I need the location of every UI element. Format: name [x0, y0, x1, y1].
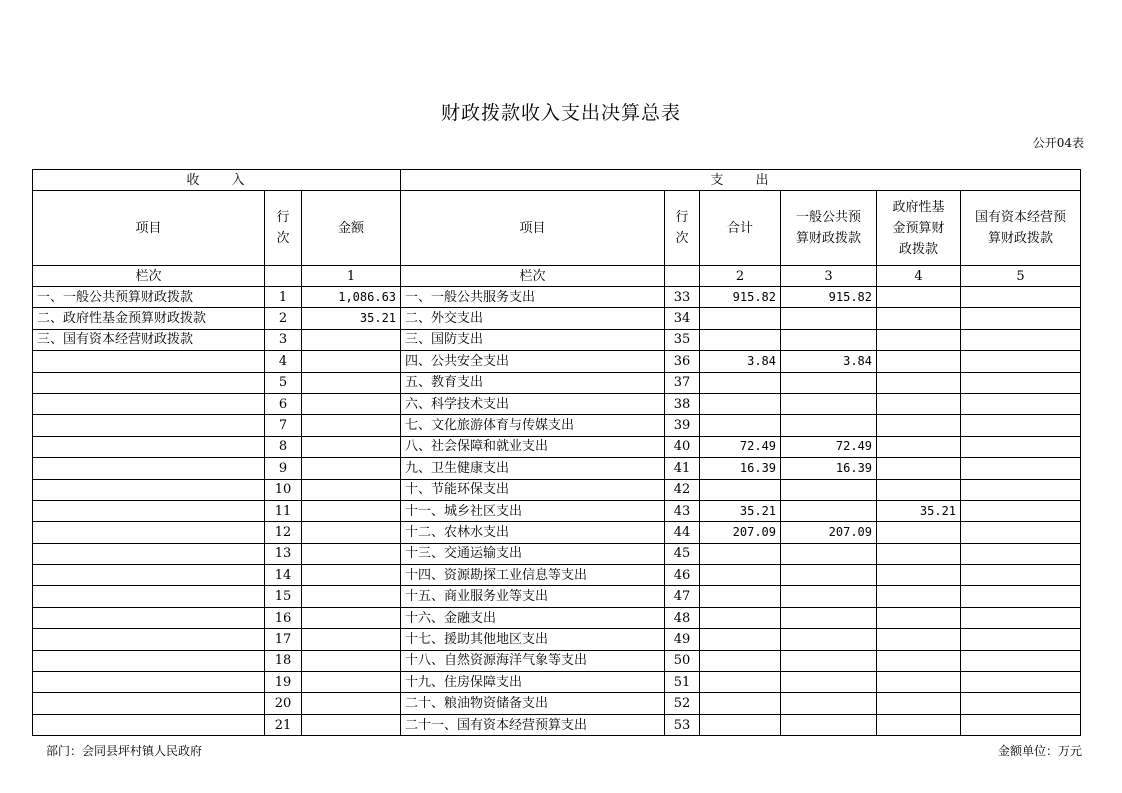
expense-item-cell: 十九、住房保障支出: [401, 672, 665, 693]
state-capital-cell: [961, 565, 1081, 586]
income-amount-cell: [302, 500, 401, 521]
general-budget-cell: [781, 565, 877, 586]
table-row: [33, 607, 1081, 628]
expense-item-cell: 十二、农林水支出: [401, 522, 665, 543]
state-capital-cell: [961, 586, 1081, 607]
expense-item-cell: 四、公共安全支出: [401, 351, 665, 372]
expense-row-no-cell: 36: [665, 351, 700, 372]
expense-row-no-cell: 39: [665, 415, 700, 436]
income-item-cell: [33, 650, 265, 671]
income-row-no-cell: 12: [265, 522, 302, 543]
table-row: [33, 629, 1081, 650]
income-row-no-cell: 1: [265, 287, 302, 308]
income-row-no-cell: 11: [265, 500, 302, 521]
income-amount-cell: [302, 650, 401, 671]
general-budget-cell: [781, 393, 877, 414]
lanci-empty: [665, 266, 700, 287]
total-cell: [700, 415, 781, 436]
income-amount-cell: [302, 458, 401, 479]
fund-budget-cell: [877, 415, 961, 436]
income-amount-cell: [302, 436, 401, 457]
table-row: [33, 479, 1081, 500]
expense-row-no-cell: 44: [665, 522, 700, 543]
income-amount-cell: [302, 543, 401, 564]
income-item-cell: 三、国有资本经营财政拨款: [33, 329, 265, 350]
income-item-cell: [33, 479, 265, 500]
income-amount-cell: 1,086.63: [302, 287, 401, 308]
income-item-cell: [33, 629, 265, 650]
income-amount-cell: [302, 565, 401, 586]
income-row-no-cell: 21: [265, 714, 302, 735]
fund-budget-cell: [877, 565, 961, 586]
expense-row-no-cell: 45: [665, 543, 700, 564]
table-row: [33, 415, 1081, 436]
general-budget-cell: [781, 650, 877, 671]
expense-item-cell: 十五、商业服务业等支出: [401, 586, 665, 607]
total-cell: 35.21: [700, 500, 781, 521]
expense-row-no-cell: 49: [665, 629, 700, 650]
expense-item-cell: 一、一般公共服务支出: [401, 287, 665, 308]
total-cell: [700, 543, 781, 564]
state-capital-cell: [961, 436, 1081, 457]
income-item-cell: [33, 458, 265, 479]
state-capital-cell: [961, 714, 1081, 735]
income-amount-cell: [302, 415, 401, 436]
expense-item-cell: 六、科学技术支出: [401, 393, 665, 414]
fund-budget-cell: [877, 393, 961, 414]
table-row: [33, 522, 1081, 543]
state-capital-cell: [961, 650, 1081, 671]
total-cell: 16.39: [700, 458, 781, 479]
fund-budget-cell: [877, 436, 961, 457]
income-row-no-header: 行次: [265, 191, 302, 266]
fund-budget-cell: [877, 308, 961, 329]
unit-label: 金额单位：万元: [997, 744, 1082, 758]
lanci-col-1: 1: [302, 266, 401, 287]
income-item-cell: [33, 543, 265, 564]
total-cell: [700, 672, 781, 693]
table-row: [33, 436, 1081, 457]
income-amount-cell: [302, 479, 401, 500]
expense-item-cell: 十三、交通运输支出: [401, 543, 665, 564]
income-item-cell: [33, 714, 265, 735]
expense-row-no-cell: 42: [665, 479, 700, 500]
state-capital-cell: [961, 458, 1081, 479]
lanci-col-4: 4: [877, 266, 961, 287]
expense-item-cell: 十七、援助其他地区支出: [401, 629, 665, 650]
income-item-header: 项目: [33, 191, 265, 266]
lanci-label: 栏次: [401, 266, 665, 287]
income-amount-cell: [302, 629, 401, 650]
table-row: [33, 543, 1081, 564]
total-cell: [700, 565, 781, 586]
total-cell: [700, 629, 781, 650]
income-row-no-cell: 7: [265, 415, 302, 436]
income-item-cell: [33, 372, 265, 393]
income-row-no-cell: 18: [265, 650, 302, 671]
general-budget-cell: [781, 308, 877, 329]
income-amount-header: 金额: [302, 191, 401, 266]
state-capital-cell: [961, 543, 1081, 564]
expense-row-no-cell: 51: [665, 672, 700, 693]
income-item-cell: [33, 436, 265, 457]
expense-item-cell: 十一、城乡社区支出: [401, 500, 665, 521]
fund-budget-cell: [877, 714, 961, 735]
table-row: [33, 693, 1081, 714]
income-row-no-cell: 15: [265, 586, 302, 607]
fund-budget-cell: [877, 479, 961, 500]
state-capital-cell: [961, 372, 1081, 393]
expense-item-cell: 十四、资源勘探工业信息等支出: [401, 565, 665, 586]
table-row: [33, 372, 1081, 393]
table-row: [33, 650, 1081, 671]
general-budget-cell: [781, 479, 877, 500]
department-label: 部门：会同县坪村镇人民政府: [46, 744, 203, 758]
state-capital-cell: [961, 308, 1081, 329]
expense-item-cell: 九、卫生健康支出: [401, 458, 665, 479]
income-row-no-cell: 19: [265, 672, 302, 693]
expense-item-cell: 八、社会保障和就业支出: [401, 436, 665, 457]
income-section-header: 收 入: [33, 170, 401, 191]
state-capital-cell: [961, 393, 1081, 414]
expense-row-no-cell: 46: [665, 565, 700, 586]
expense-item-header: 项目: [401, 191, 665, 266]
table-row: [33, 393, 1081, 414]
state-capital-cell: [961, 629, 1081, 650]
income-item-cell: [33, 672, 265, 693]
expense-row-no-cell: 53: [665, 714, 700, 735]
fiscal-summary-table: [32, 169, 1081, 736]
expense-item-cell: 十、节能环保支出: [401, 479, 665, 500]
table-row: [33, 308, 1081, 329]
total-cell: 207.09: [700, 522, 781, 543]
general-budget-cell: [781, 500, 877, 521]
table-row: [33, 565, 1081, 586]
fund-budget-header: 政府性基金预算财政拨款: [877, 191, 961, 266]
income-amount-cell: [302, 329, 401, 350]
income-item-cell: [33, 415, 265, 436]
income-row-no-cell: 3: [265, 329, 302, 350]
state-capital-cell: [961, 351, 1081, 372]
expense-row-no-cell: 38: [665, 393, 700, 414]
state-capital-cell: [961, 522, 1081, 543]
expense-row-no-header: 行次: [665, 191, 700, 266]
expense-row-no-cell: 40: [665, 436, 700, 457]
income-item-cell: [33, 607, 265, 628]
general-budget-cell: [781, 372, 877, 393]
expense-row-no-cell: 37: [665, 372, 700, 393]
table-row: [33, 287, 1081, 308]
fund-budget-cell: [877, 372, 961, 393]
expense-item-cell: 七、文化旅游体育与传媒支出: [401, 415, 665, 436]
general-budget-cell: 915.82: [781, 287, 877, 308]
total-header: 合计: [700, 191, 781, 266]
general-budget-cell: [781, 693, 877, 714]
income-item-cell: [33, 586, 265, 607]
income-amount-cell: [302, 351, 401, 372]
income-item-cell: [33, 500, 265, 521]
income-amount-cell: [302, 393, 401, 414]
income-item-cell: [33, 393, 265, 414]
expense-item-cell: 二、外交支出: [401, 308, 665, 329]
income-amount-cell: [302, 607, 401, 628]
general-budget-cell: [781, 415, 877, 436]
income-row-no-cell: 2: [265, 308, 302, 329]
expense-item-cell: 十八、自然资源海洋气象等支出: [401, 650, 665, 671]
general-budget-cell: 72.49: [781, 436, 877, 457]
total-cell: [700, 650, 781, 671]
state-capital-cell: [961, 672, 1081, 693]
income-row-no-cell: 10: [265, 479, 302, 500]
income-row-no-cell: 17: [265, 629, 302, 650]
income-item-cell: [33, 522, 265, 543]
general-budget-cell: [781, 543, 877, 564]
total-cell: [700, 693, 781, 714]
expense-row-no-cell: 34: [665, 308, 700, 329]
general-budget-header: 一般公共预算财政拨款: [781, 191, 877, 266]
total-cell: 3.84: [700, 351, 781, 372]
general-budget-cell: 207.09: [781, 522, 877, 543]
total-cell: [700, 308, 781, 329]
general-budget-cell: [781, 714, 877, 735]
expense-row-no-cell: 47: [665, 586, 700, 607]
fund-budget-cell: [877, 607, 961, 628]
table-row: [33, 458, 1081, 479]
table-row: [33, 714, 1081, 735]
income-item-cell: 二、政府性基金预算财政拨款: [33, 308, 265, 329]
expense-section-header: 支 出: [401, 170, 1081, 191]
fund-budget-cell: [877, 458, 961, 479]
general-budget-cell: [781, 329, 877, 350]
table-row: [33, 500, 1081, 521]
income-amount-cell: [302, 714, 401, 735]
income-row-no-cell: 6: [265, 393, 302, 414]
general-budget-cell: [781, 607, 877, 628]
expense-row-no-cell: 33: [665, 287, 700, 308]
section-header-row: [33, 170, 1081, 191]
income-row-no-cell: 8: [265, 436, 302, 457]
income-row-no-cell: 9: [265, 458, 302, 479]
income-item-cell: [33, 565, 265, 586]
total-cell: [700, 607, 781, 628]
expense-row-no-cell: 35: [665, 329, 700, 350]
table-row: [33, 586, 1081, 607]
total-cell: [700, 393, 781, 414]
income-row-no-cell: 20: [265, 693, 302, 714]
expense-row-no-cell: 41: [665, 458, 700, 479]
expense-item-cell: 三、国防支出: [401, 329, 665, 350]
column-header-row: [33, 191, 1081, 266]
general-budget-cell: 16.39: [781, 458, 877, 479]
fund-budget-cell: [877, 287, 961, 308]
total-cell: [700, 479, 781, 500]
fund-budget-cell: [877, 522, 961, 543]
state-capital-cell: [961, 329, 1081, 350]
total-cell: 915.82: [700, 287, 781, 308]
total-cell: [700, 372, 781, 393]
income-row-no-cell: 13: [265, 543, 302, 564]
income-amount-cell: [302, 693, 401, 714]
expense-row-no-cell: 52: [665, 693, 700, 714]
lanci-label: 栏次: [33, 266, 265, 287]
income-amount-cell: 35.21: [302, 308, 401, 329]
income-amount-cell: [302, 672, 401, 693]
fund-budget-cell: 35.21: [877, 500, 961, 521]
total-cell: [700, 586, 781, 607]
fund-budget-cell: [877, 672, 961, 693]
income-amount-cell: [302, 586, 401, 607]
state-capital-cell: [961, 500, 1081, 521]
expense-row-no-cell: 43: [665, 500, 700, 521]
fund-budget-cell: [877, 351, 961, 372]
income-row-no-cell: 16: [265, 607, 302, 628]
lanci-row: [33, 266, 1081, 287]
lanci-col-2: 2: [700, 266, 781, 287]
expense-item-cell: 五、教育支出: [401, 372, 665, 393]
income-item-cell: [33, 693, 265, 714]
income-item-cell: [33, 351, 265, 372]
income-item-cell: 一、一般公共预算财政拨款: [33, 287, 265, 308]
income-row-no-cell: 4: [265, 351, 302, 372]
lanci-col-5: 5: [961, 266, 1081, 287]
total-cell: [700, 329, 781, 350]
total-cell: 72.49: [700, 436, 781, 457]
state-capital-cell: [961, 607, 1081, 628]
state-capital-cell: [961, 479, 1081, 500]
general-budget-cell: 3.84: [781, 351, 877, 372]
general-budget-cell: [781, 672, 877, 693]
expense-item-cell: 二十、粮油物资储备支出: [401, 693, 665, 714]
state-capital-cell: [961, 693, 1081, 714]
table-row: [33, 672, 1081, 693]
fund-budget-cell: [877, 650, 961, 671]
expense-row-no-cell: 48: [665, 607, 700, 628]
fund-budget-cell: [877, 543, 961, 564]
general-budget-cell: [781, 586, 877, 607]
expense-row-no-cell: 50: [665, 650, 700, 671]
lanci-col-3: 3: [781, 266, 877, 287]
page-title: 财政拨款收入支出决算总表: [440, 102, 681, 124]
income-amount-cell: [302, 372, 401, 393]
fund-budget-cell: [877, 586, 961, 607]
state-capital-header: 国有资本经营预算财政拨款: [961, 191, 1081, 266]
fund-budget-cell: [877, 329, 961, 350]
total-cell: [700, 714, 781, 735]
general-budget-cell: [781, 629, 877, 650]
income-row-no-cell: 14: [265, 565, 302, 586]
table-row: [33, 329, 1081, 350]
fund-budget-cell: [877, 629, 961, 650]
lanci-empty: [265, 266, 302, 287]
expense-item-cell: 二十一、国有资本经营预算支出: [401, 714, 665, 735]
table-code: 公开04表: [1032, 136, 1084, 150]
income-amount-cell: [302, 522, 401, 543]
state-capital-cell: [961, 415, 1081, 436]
income-row-no-cell: 5: [265, 372, 302, 393]
state-capital-cell: [961, 287, 1081, 308]
table-row: [33, 351, 1081, 372]
expense-item-cell: 十六、金融支出: [401, 607, 665, 628]
fund-budget-cell: [877, 693, 961, 714]
